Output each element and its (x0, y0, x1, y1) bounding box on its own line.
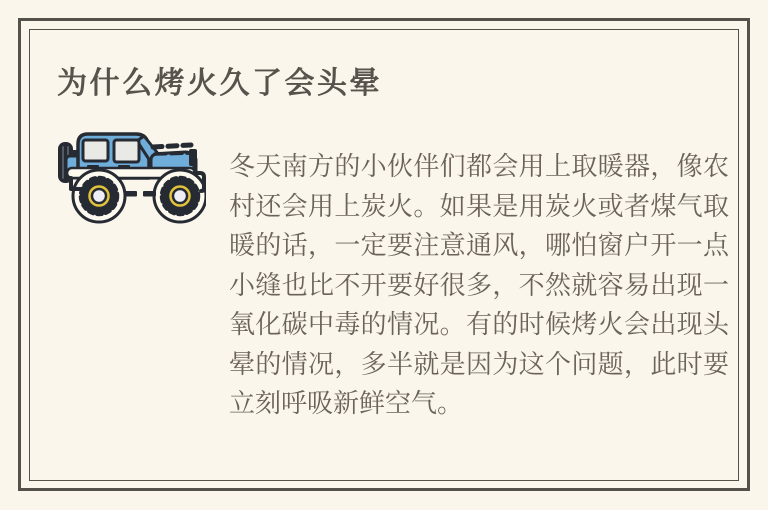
article-body: 冬天南方的小伙伴们都会用上取暖器，像农村还会用上炭火。如果是用炭火或者煤气取暖的话，一定要注意通风，哪怕窗户开一点小缝也比不开要好很多，不然就容易出现一氧化碳中毒的情况。有的时候烤火会出现头晕的情况，多半就是因为这个问题，此时要立刻呼吸新鲜空气。 (229, 151, 729, 418)
rear-wheel (81, 178, 117, 214)
jeep-icon (54, 120, 206, 232)
front-wheel (162, 178, 198, 214)
page-title: 为什么烤火久了会头晕 (57, 67, 382, 100)
